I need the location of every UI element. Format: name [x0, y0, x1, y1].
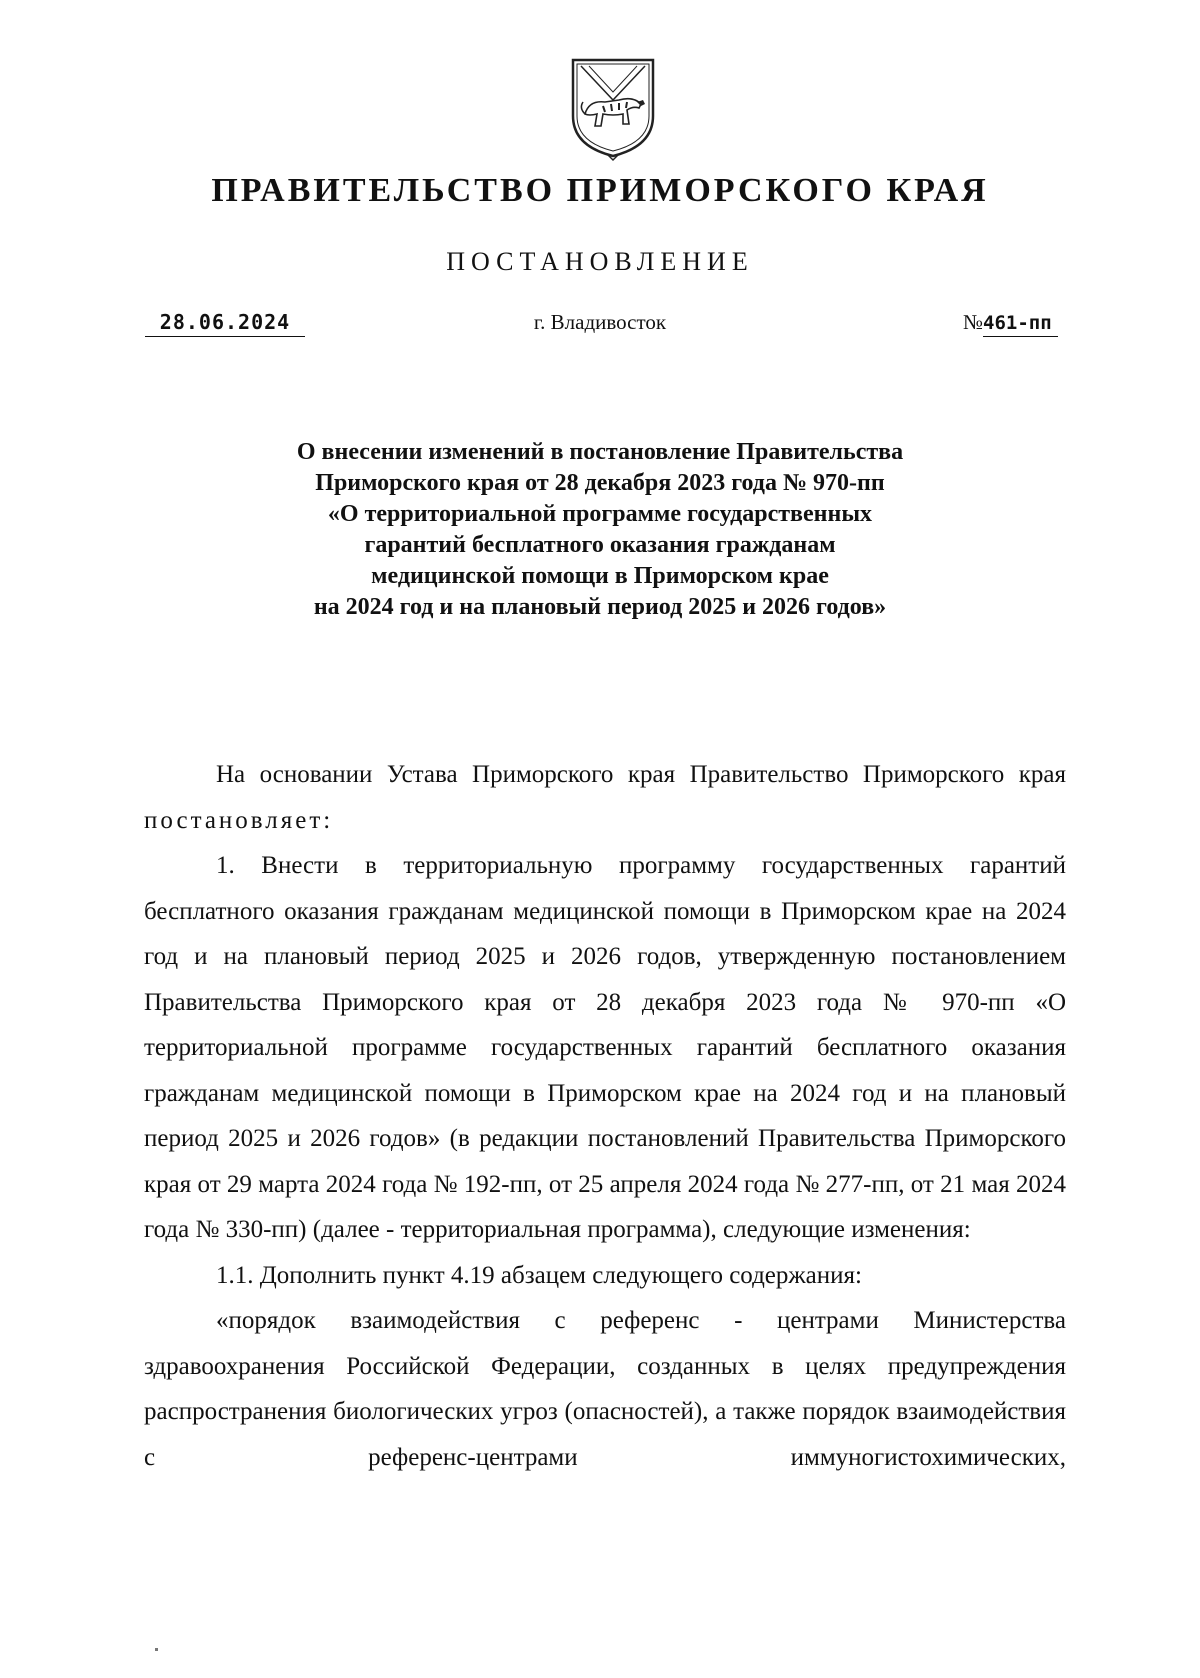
document-number-field: [963, 310, 1058, 337]
document-heading: [0, 437, 1200, 623]
document-date: 28.06.2024: [145, 310, 305, 337]
document-body: [144, 752, 1066, 1480]
primorsky-krai-coat-of-arms-icon: [567, 50, 659, 162]
heading-line: на 2024 год и на плановый период 2025 и 2026 годов»: [313, 594, 887, 620]
scan-dot: [155, 1648, 158, 1651]
heading-line: О внесении изменений в постановление Правительства: [296, 439, 904, 465]
intro-verb: постановляет:: [144, 806, 334, 834]
document-city: г. Владивосток: [533, 310, 667, 334]
document-meta-row: [0, 310, 1200, 346]
organization-title: ПРАВИТЕЛЬСТВО ПРИМОРСКОГО КРАЯ: [211, 172, 989, 209]
quoted-paragraph: «порядок взаимодействия с референс - центрами Министерства здравоохранения Российской Федерации, созданных в целях предупреждения распространения биологических угроз (опасностей), а также порядок взаимодействия с референс-центрами иммуногистохимических,: [144, 1307, 1066, 1471]
item-1-1-paragraph: 1.1. Дополнить пункт 4.19 абзацем следующего содержания:: [216, 1261, 862, 1289]
heading-line: гарантий бесплатного оказания гражданам: [364, 532, 836, 558]
document-type: ПОСТАНОВЛЕНИЕ: [446, 247, 754, 276]
heading-line: медицинской помощи в Приморском крае: [371, 563, 829, 589]
intro-paragraph: [144, 752, 1066, 843]
heading-line: «О территориальной программе государственных: [327, 501, 873, 527]
item-1-paragraph: 1. Внести в территориальную программу государственных гарантий бесплатного оказания гражданам медицинской помощи в Приморском крае на 2024 год и на плановый период 2025 и 2026 годов, утвержденную постановлением Правительства Приморского края от 28 декабря 2023 года № 970-пп «О территориальной программе государственных гарантий бесплатного оказания гражданам медицинской помощи в Приморском крае на 2024 год и на плановый период 2025 и 2026 годов» (в редакции постановлений Правительства Приморского края от 29 марта 2024 года № 192-пп, от 25 апреля 2024 года № 277-пп, от 21 мая 2024 года № 330-пп) (далее - территориальная программа), следующие изменения:: [144, 852, 1066, 1243]
heading-line: Приморского края от 28 декабря 2023 года № 970-пп: [315, 470, 885, 496]
document-number: 461-пп: [983, 312, 1058, 337]
number-sign: №: [963, 310, 984, 334]
intro-text: На основании Устава Приморского края Правительство Приморского края: [216, 761, 1066, 788]
